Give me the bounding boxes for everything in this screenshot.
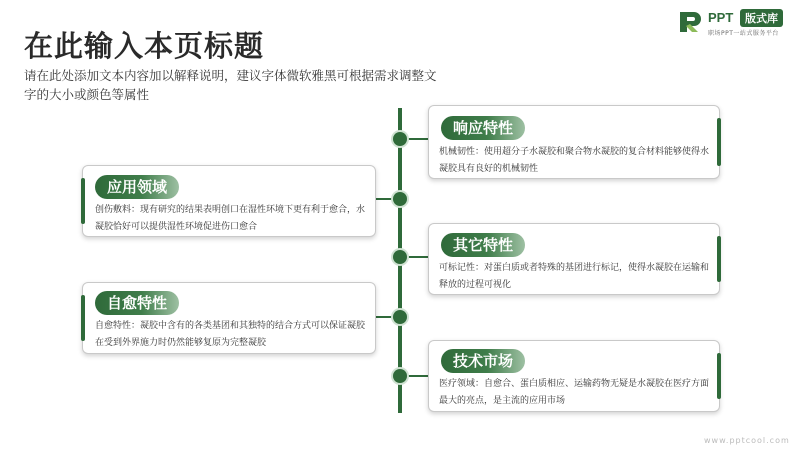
card-heading: 应用领域	[95, 175, 179, 199]
feature-card	[428, 340, 720, 412]
feature-card	[82, 165, 376, 237]
timeline-dot	[393, 369, 407, 383]
connector-line	[406, 256, 428, 258]
feature-card	[428, 105, 720, 179]
timeline-dot	[393, 310, 407, 324]
page-title: 在此输入本页标题	[24, 29, 265, 63]
card-description: 可标记性：对蛋白质或者特殊的基团进行标记，使得水凝胶在运输和释放的过程可视化	[439, 263, 710, 290]
logo-badge: 版式库	[740, 9, 783, 27]
card-heading: 其它特性	[441, 233, 525, 257]
card-heading: 技术市场	[441, 349, 525, 373]
card-description: 机械韧性：使用超分子水凝胶和聚合物水凝胶的复合材料能够使得水凝胶具有良好的机械韧性	[439, 147, 710, 174]
brand-logo	[678, 8, 796, 36]
connector-line	[406, 375, 428, 377]
logo-tagline: 职场PPT一站式服务平台	[708, 30, 779, 37]
card-accent-bar	[81, 178, 85, 224]
feature-card	[428, 223, 720, 295]
timeline-dot	[393, 192, 407, 206]
feature-card	[82, 282, 376, 354]
card-description: 创伤敷料：现有研究的结果表明创口在湿性环境下更有利于愈合，水凝胶恰好可以提供湿性环境促进伤口愈合	[95, 205, 366, 232]
card-description: 医疗领域：自愈合、蛋白质相应、运输药物无疑是水凝胶在医疗方面最大的亮点，是主流的应用市场	[439, 379, 710, 406]
timeline-dot	[393, 250, 407, 264]
page-subtitle: 请在此处添加文本内容加以解释说明，建议字体微软雅黑可根据需求调整文字的大小或颜色等属性	[24, 68, 437, 102]
footer-website: www.pptcool.com	[704, 436, 790, 445]
ppt-logo-icon	[678, 10, 704, 34]
logo-text: PPT	[708, 10, 734, 25]
card-description: 自愈特性：凝胶中含有的各类基团和其独特的结合方式可以保证凝胶在受到外界施力时仍然能够复原为完整凝胶	[95, 321, 366, 348]
timeline-dot	[393, 132, 407, 146]
card-accent-bar	[81, 295, 85, 341]
card-accent-bar	[717, 118, 721, 166]
card-heading: 响应特性	[441, 116, 525, 140]
card-accent-bar	[717, 236, 721, 282]
card-accent-bar	[717, 353, 721, 399]
connector-line	[406, 138, 428, 140]
card-heading: 自愈特性	[95, 291, 179, 315]
